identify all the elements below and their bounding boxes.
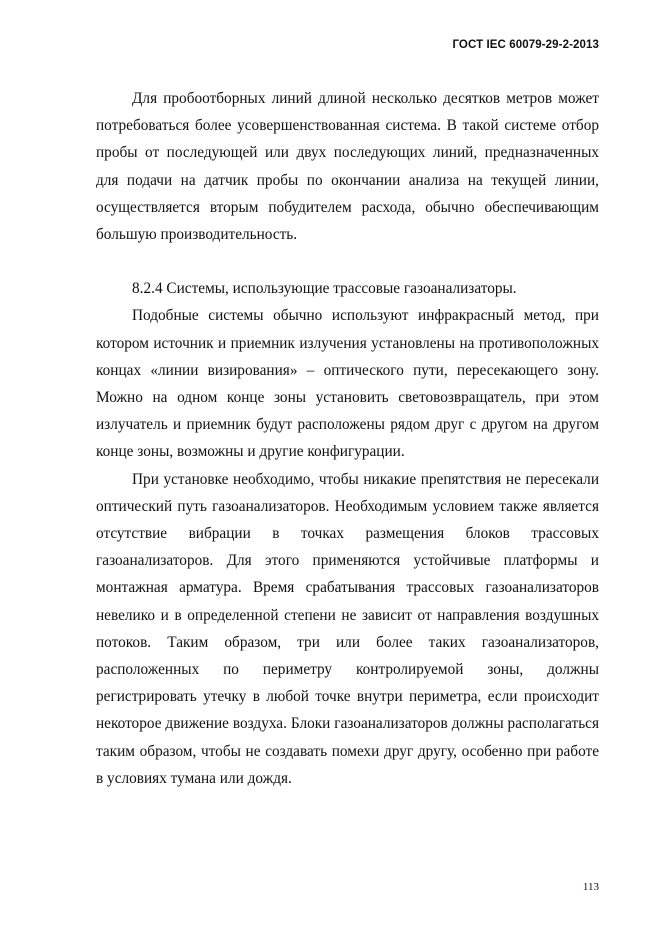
paragraph-installation: При установке необходимо, чтобы никакие препятствия не пересекали оптический путь газоанализаторов. Необходимым условием также является отсутствие вибрации в точках размещения блоков трассовых газоанализаторов. Для этого применяются устойчивые платформы и монтажная арматура. Время срабатывания трассовых газоанализаторов невелико и в определенной степени не зависит от направления воздушных потоков. Таким образом, три или более таких газоанализаторов, расположенных по периметру контролируемой зоны, должны регистрировать утечку в любой точке внутри периметра, если происходит некоторое движение воздуха. Блоки газоанализаторов должны располагаться таким образом, чтобы не создавать помехи друг другу, особенно при работе в условиях тумана или дождя.	[96, 470, 599, 787]
document-body	[96, 85, 599, 792]
paragraph-sample-lines: Для пробоотборных линий длиной несколько десятков метров может потребоваться более усовершенствованная система. В такой системе отбор пробы от последующей или двух последующих линий, предназначенных для подачи на датчик пробы по окончании анализа на текущей линии, осуществляется вторым побудителем расхода, обычно обеспечивающим большую производительность.	[96, 90, 599, 244]
document-header: ГОСТ IEC 60079-29-2-2013	[452, 39, 599, 51]
page-number: 113	[582, 881, 599, 893]
paragraph-open-path-systems: Подобные системы обычно используют инфракрасный метод, при котором источник и приемник излучения установлены на противоположных концах «линии визирования» – оптического пути, пересекающего зону. Можно на одном конце зоны установить световозвращатель, при этом излучатель и приемник будут расположены рядом друг с другом на другом конце зоны, возможны и другие конфигурации.	[96, 307, 599, 461]
section-heading-8-2-4: 8.2.4 Системы, использующие трассовые газоанализаторы.	[132, 280, 517, 298]
